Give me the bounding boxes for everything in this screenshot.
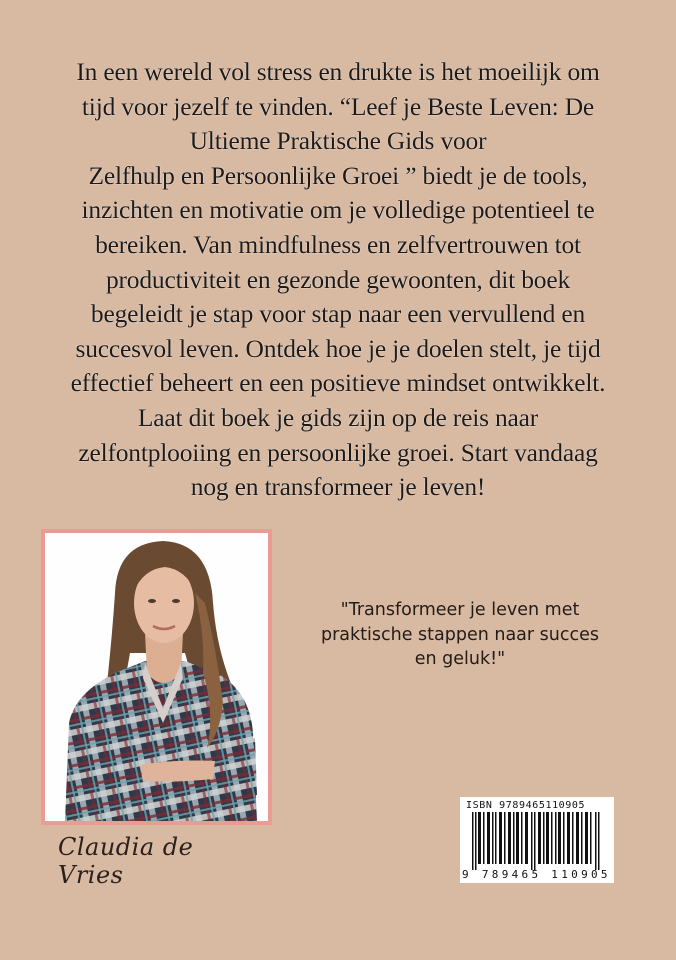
portrait-illustration bbox=[45, 533, 268, 821]
isbn-label: ISBN 9789465110905 bbox=[466, 800, 586, 811]
blurb-line: nog en transformeer je leven! bbox=[190, 472, 486, 502]
blurb-line: bereiken. Van mindfulness en zelfvertrouwen tot bbox=[95, 229, 581, 259]
blurb-line: productiviteit en gezonde gewoonten, dit boek bbox=[105, 264, 571, 294]
quote-line: en geluk!" bbox=[414, 649, 506, 669]
isbn-digits: 9 789465 110905 bbox=[462, 868, 611, 881]
author-photo-frame bbox=[41, 529, 272, 825]
blurb-line: effectief beheert en een positieve mindset ontwikkelt. bbox=[70, 368, 606, 398]
back-cover-blurb bbox=[30, 55, 646, 505]
blurb-line: Ultieme Praktische Gids voor bbox=[189, 126, 487, 156]
blurb-line: succesvol leven. Ontdek hoe je je doelen stelt, je tijd bbox=[75, 333, 601, 363]
isbn-barcode bbox=[460, 797, 614, 883]
blurb-line: inzichten en motivatie om je volledige potentieel te bbox=[81, 195, 595, 225]
blurb-line: Laat dit boek je gids zijn op de reis naar bbox=[137, 402, 539, 432]
blurb-line: begeleidt je stap voor stap naar een vervullend en bbox=[90, 299, 586, 329]
blurb-line: tijd voor jezelf te vinden. “Leef je Beste Leven: De bbox=[81, 91, 595, 121]
quote-line: "Transformeer je leven met bbox=[340, 600, 580, 620]
blurb-line: In een wereld vol stress en drukte is het moeilijk om bbox=[76, 57, 600, 86]
author-photo bbox=[45, 533, 268, 821]
pull-quote bbox=[295, 598, 625, 672]
quote-line: praktische stappen naar succes bbox=[320, 624, 600, 645]
author-signature: Claudia de Vries bbox=[58, 833, 194, 889]
blurb-line: Zelfhulp en Persoonlijke Groei ” biedt je de tools, bbox=[88, 160, 588, 190]
blurb-line: zelfontplooiing en persoonlijke groei. Start vandaag bbox=[78, 437, 598, 467]
barcode-bars-icon bbox=[472, 812, 602, 870]
